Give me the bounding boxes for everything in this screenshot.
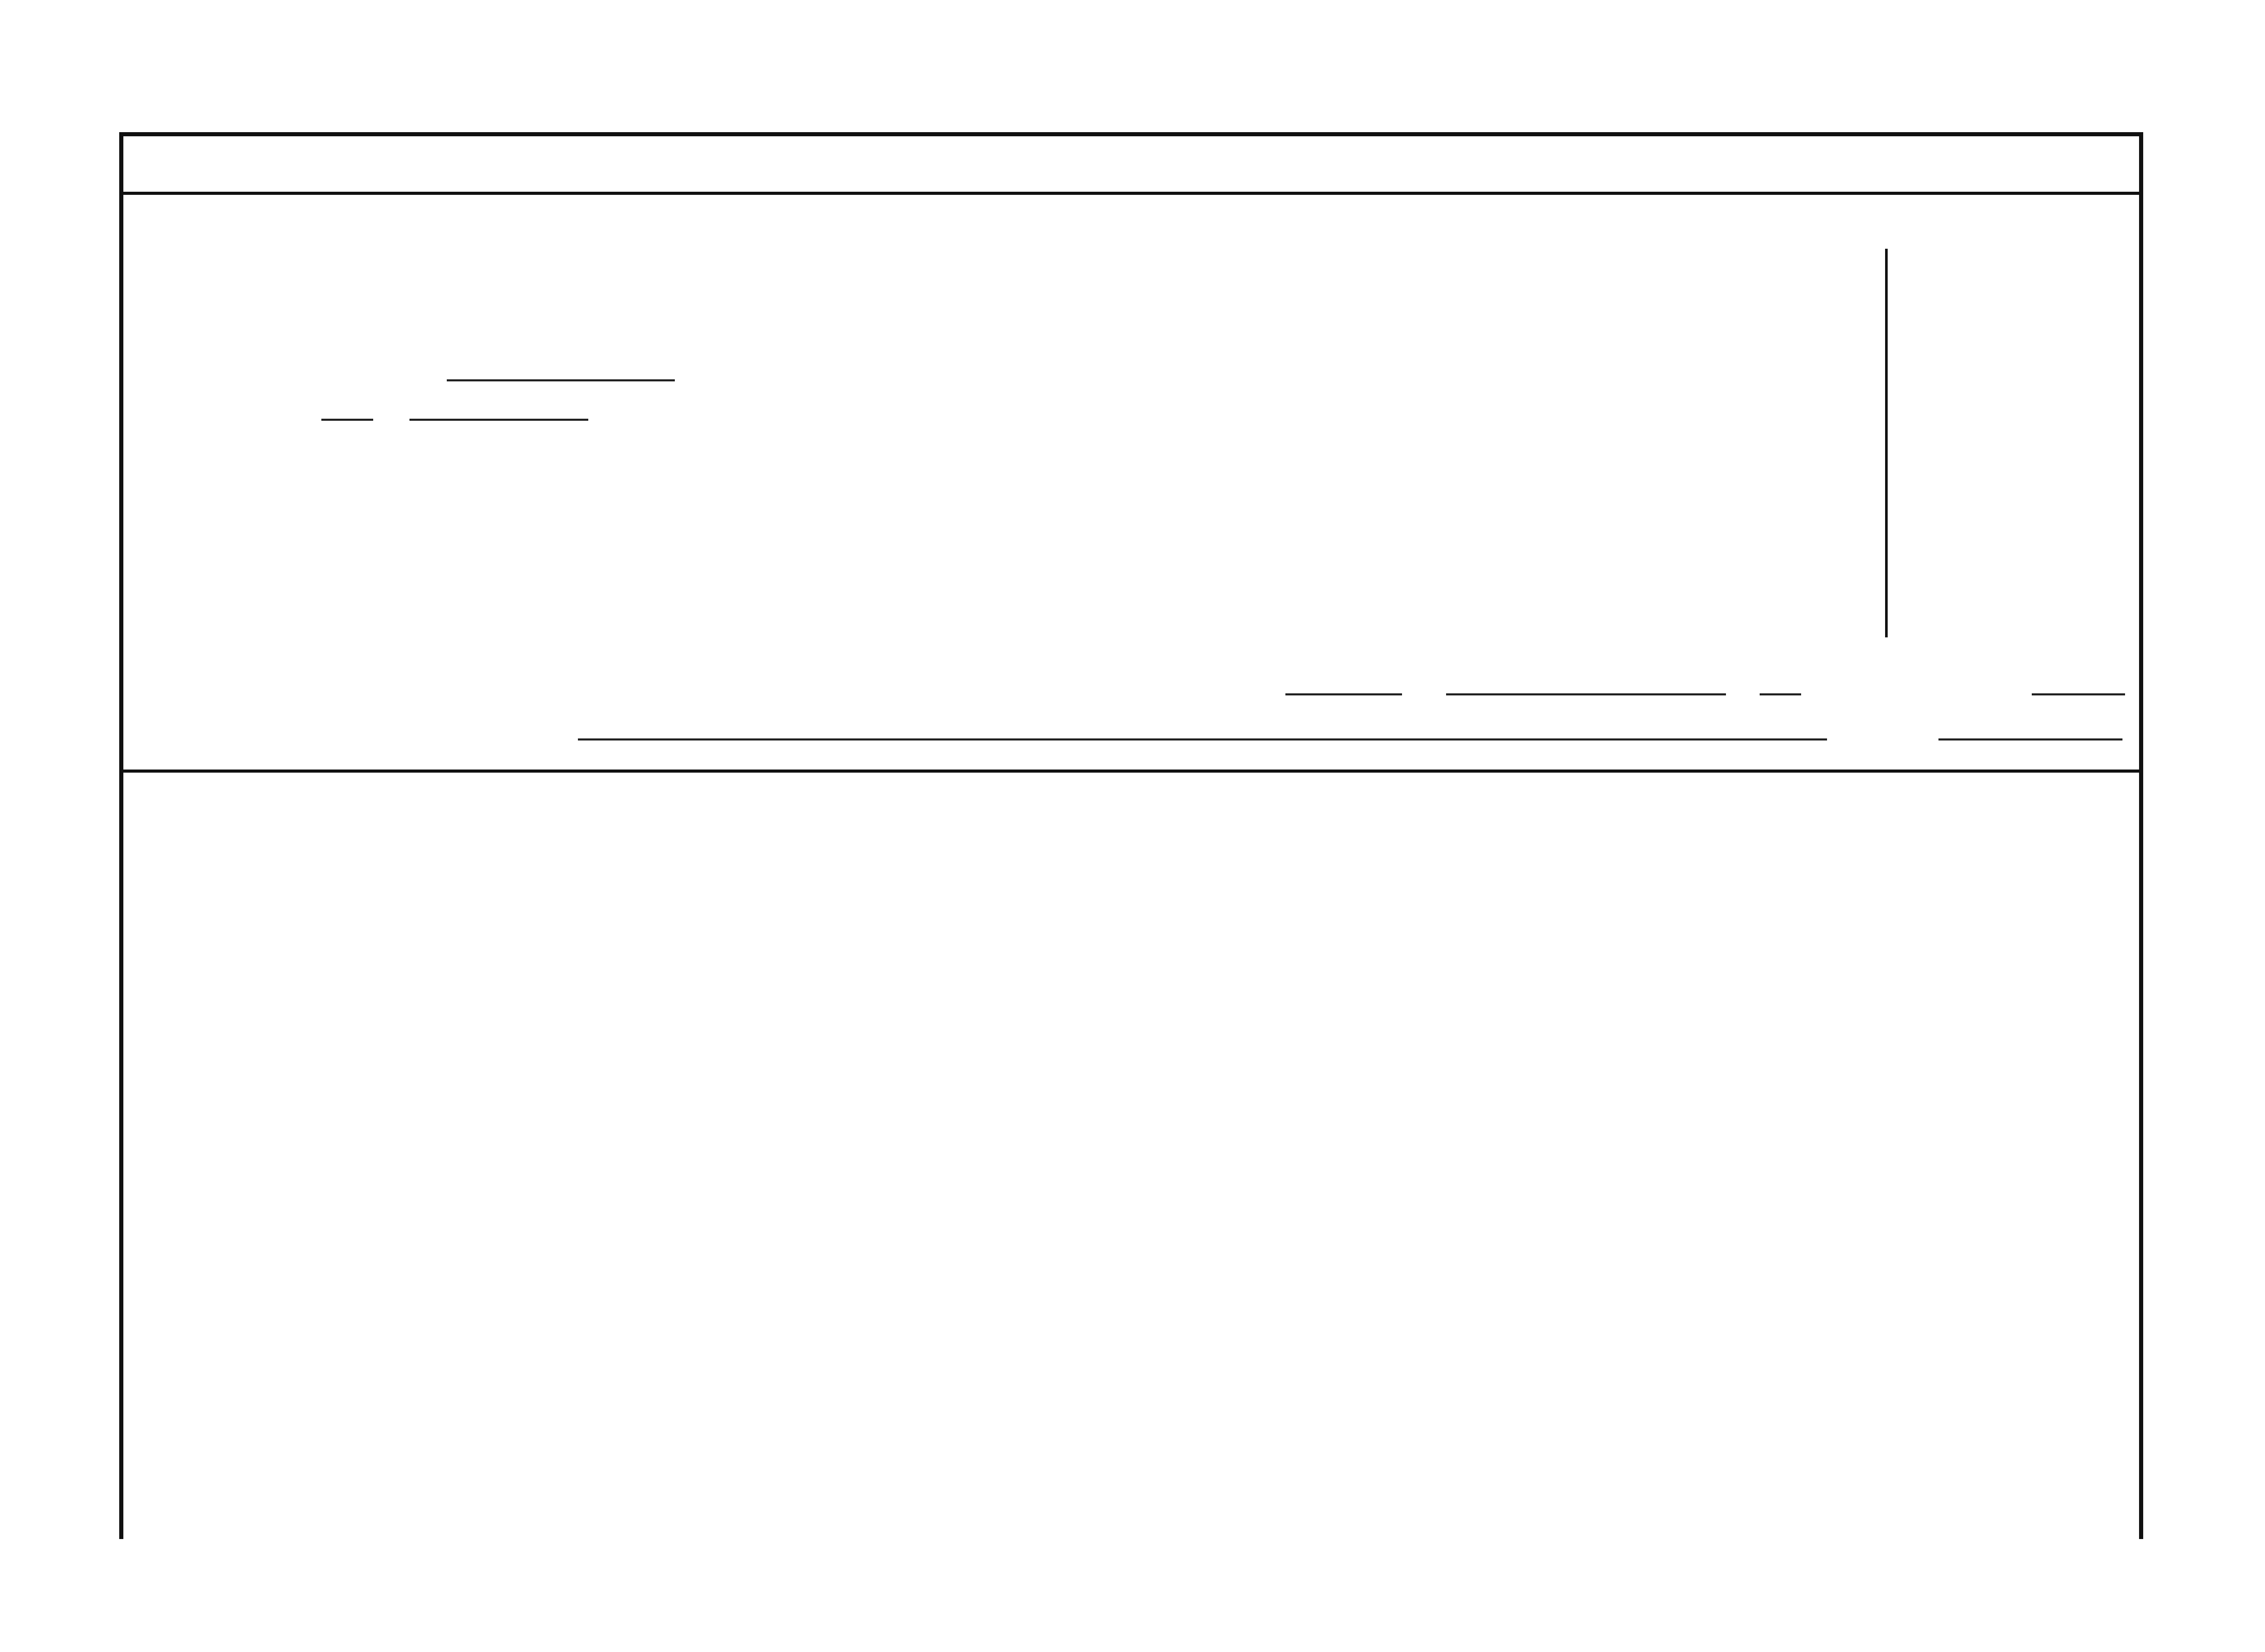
sheet-line [1938,738,2122,740]
spec-year-line [1760,693,1801,695]
codes-divider [1885,249,1888,637]
total-sheets-line [2032,693,2125,695]
subject-line [578,738,1827,740]
chief-line [447,379,675,381]
spec-day-line [1446,693,1726,695]
month-line [409,419,588,421]
header-divider [119,192,2143,195]
table-top-border [119,770,2143,773]
day-line [321,419,373,421]
form-frame [119,132,2143,1539]
spec-number-line [1285,693,1402,695]
